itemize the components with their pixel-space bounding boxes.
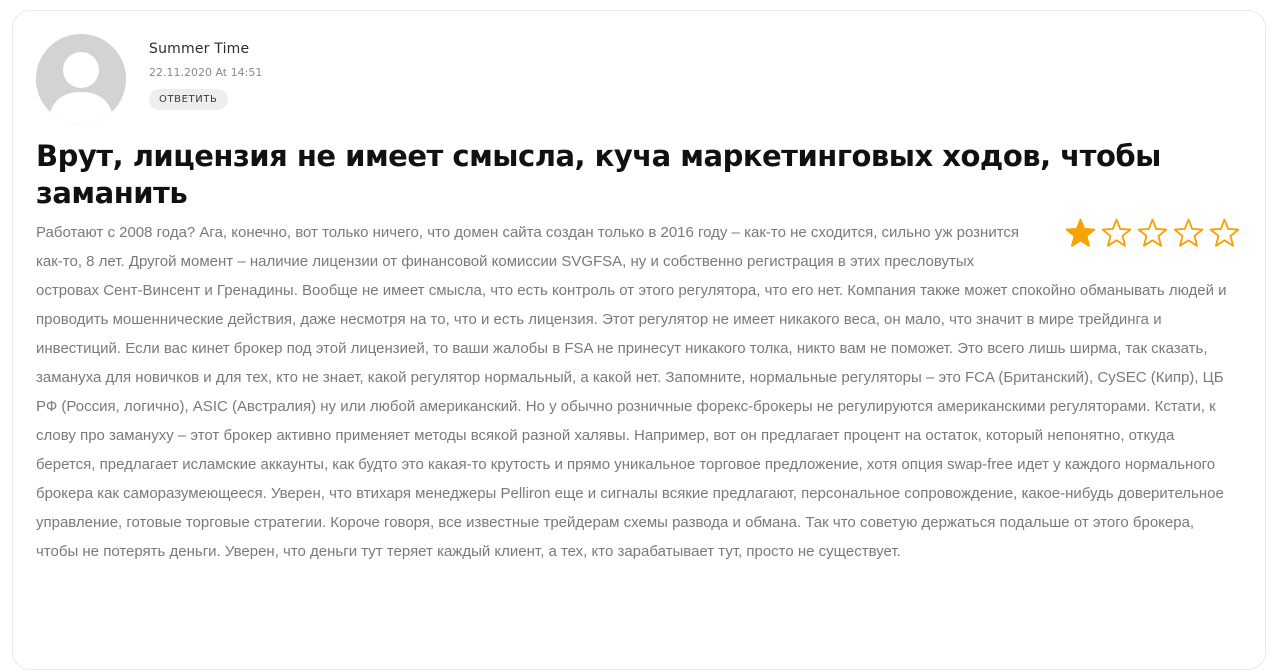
review-text: Работают с 2008 года? Ага, конечно, вот только ничего, что домен сайта создан только в 2016 году – как-то не сходится, сильно уж рознится как-то, 8 лет. Другой момент – наличие лицензии от финансовой комиссии SVGFSA, ну и собственно регистрация в этих пресловутых островах Сент-Винсент и Гренадины. Вообще не имеет смысла, что есть контроль от этого регулятора, что его нет. Компания также может спокойно обманывать людей и проводить мошеннические действия, даже несмотря на то, что и есть лицензия. Этот регулятор не имеет никакого веса, он мало, что значит в мире трейдинга и инвестиций. Если вас кинет брокер под этой лицензией, то ваши жалобы в FSA не принесут никакого толка, никто вам не поможет. Это всего лишь ширма, так сказать, замануха для новичков и для тех, кто не знает, какой регулятор нормальный, а какой нет. Запомните, нормальные регуляторы – это FCA (Британский), CySEC (Кипр), ЦБ РФ (Россия, логично), ASIC (Австралия) ну или любой американский. Но у обычно розничные форекс-брокеры не регулируются американскими регуляторами. Кстати, к слову про замануху – этот брокер активно применяет методы всякой разной халявы. Например, вот он предлагает процент на остаток, который непонятно, откуда берется, предлагает исламские аккаунты, как будто это какая-то крутость и прямо уникальное торговое предложение, хотя опция swap-free идет у каждого нормального брокера как саморазумеющееся. Уверен, что втихаря менеджеры Pelliron еще и сигналы всякие предлагают, персональное сопровождение, какое-нибудь доверительное управление, готовые торговые стратегии. Короче говоря, все известные трейдерам схемы развода и обмана. Так что советую держаться подальше от этого брокера, чтобы не потерять деньги. Уверен, что деньги тут теряет каждый клиент, а тех, кто зарабатывает тут, просто не существует. (36, 224, 1227, 560)
rating-spacer (1024, 218, 1236, 270)
reply-button[interactable]: ОТВЕТИТЬ (149, 89, 228, 110)
avatar (36, 34, 126, 124)
author-name: Summer Time (149, 41, 250, 57)
review-meta (149, 40, 262, 110)
review-title: Врут, лицензия не имеет смысла, куча маркетинговых ходов, чтобы заманить (36, 139, 1161, 210)
review-date: 22.11.2020 At 14:51 (149, 66, 263, 79)
user-silhouette-icon (36, 34, 126, 124)
review-body (36, 218, 1236, 566)
